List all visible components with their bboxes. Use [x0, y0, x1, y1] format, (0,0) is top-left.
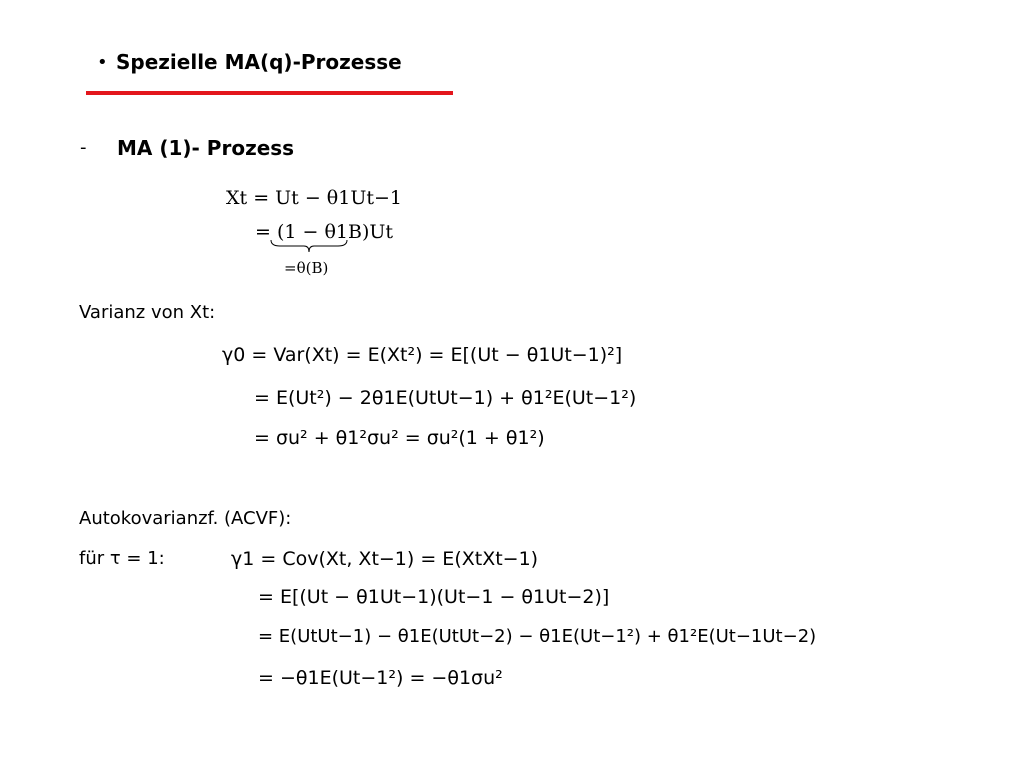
acvf-equation-2: = E[(Ut − θ1Ut−1)(Ut−1 − θ1Ut−2)]	[258, 586, 610, 608]
acvf-label: Autokovarianzf. (ACVF):	[79, 508, 292, 529]
varianz-label: Varianz von Xt:	[79, 302, 216, 323]
var-equation-2: = E(Ut²) − 2θ1E(UtUt−1) + θ1²E(Ut−1²)	[254, 387, 637, 409]
ma-equation-3: =θ(B)	[284, 259, 329, 277]
acvf-equation-4: = −θ1E(Ut−1²) = −θ1σu²	[258, 667, 503, 689]
ma-equation-1: Xt = Ut − θ1Ut−1	[226, 187, 402, 209]
acvf-equation-1: γ1 = Cov(Xt, Xt−1) = E(XtXt−1)	[231, 548, 539, 570]
subtitle-dash: -	[80, 137, 87, 158]
slide-title: Spezielle MA(q)-Prozesse	[116, 50, 402, 74]
title-bullet: •	[97, 52, 108, 73]
var-equation-1: γ0 = Var(Xt) = E(Xt²) = E[(Ut − θ1Ut−1)²]	[222, 344, 623, 366]
ma-equation-2: = (1 − θ1B)Ut	[255, 221, 394, 243]
acvf-equation-3: = E(UtUt−1) − θ1E(UtUt−2) − θ1E(Ut−1²) + θ1²E(Ut−1Ut−2)	[258, 626, 817, 647]
var-equation-3: = σu² + θ1²σu² = σu²(1 + θ1²)	[254, 427, 545, 449]
underbrace-icon	[270, 239, 348, 253]
subtitle: MA (1)- Prozess	[117, 136, 295, 160]
tau-label: für τ = 1:	[79, 548, 165, 569]
title-underline	[86, 91, 453, 95]
